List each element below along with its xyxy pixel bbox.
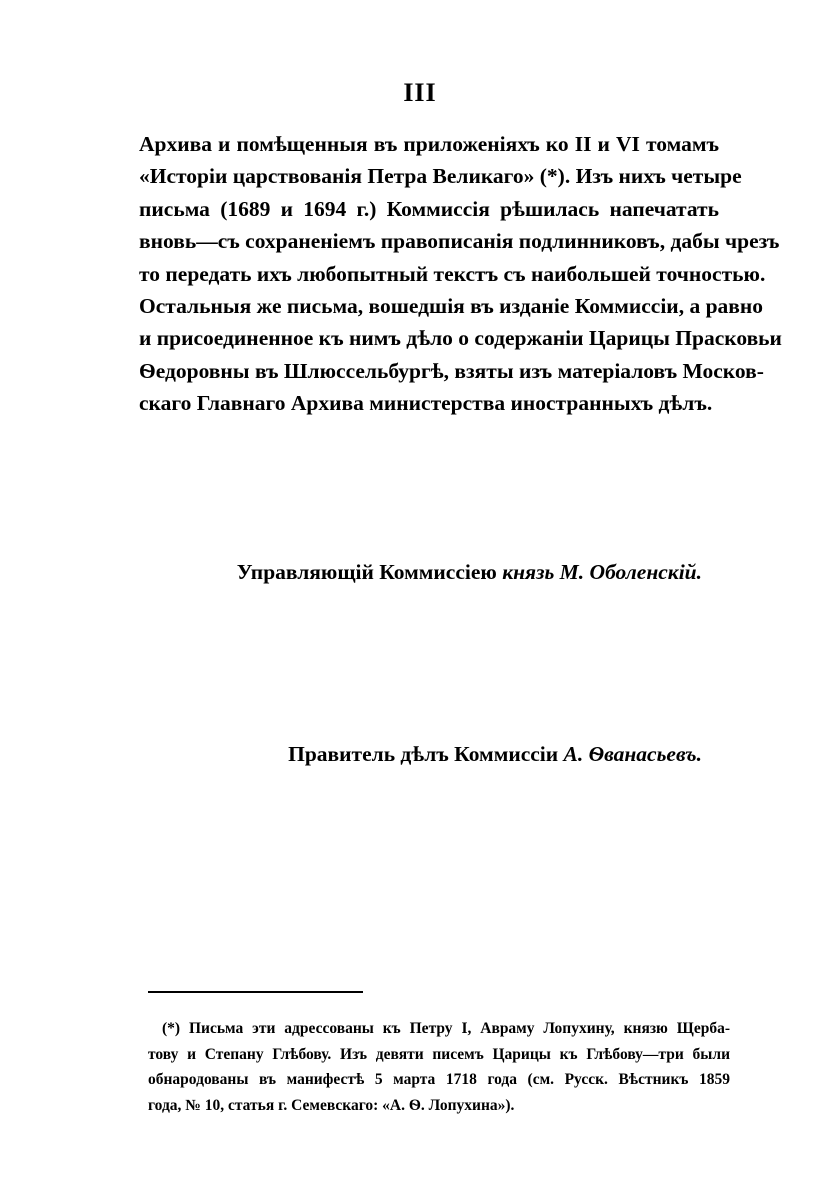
footnote-divider [148, 991, 363, 993]
body-line: вновь—съ сохраненіемъ правописанія подлинниковъ, дабы чрезъ [139, 229, 780, 254]
footnote [148, 1016, 730, 1118]
body-line: письма (1689 и 1694 г.) Коммиссія рѣшилась напечатать [139, 196, 719, 221]
signature-secretary [288, 742, 702, 767]
body-line: Архива и помѣщенныя въ приложеніяхъ ко II и VI томамъ [139, 132, 719, 156]
body-line: Остальныя же письма, вошедшія въ изданіе Коммиссіи, а равно [139, 294, 764, 319]
signature-title: Управляющій Коммиссіею [236, 560, 497, 584]
footnote-line: года, № 10, статья г. Семевскаго: «А. Ѳ. Лопухина»). [148, 1096, 515, 1114]
body-line: «Исторіи царствованія Петра Великаго» (*). Изъ нихъ четыре [139, 164, 742, 189]
footnote-line: обнародованы въ манифестѣ 5 марта 1718 года (см. Русск. Вѣстникъ 1859 [148, 1071, 730, 1088]
body-line: Ѳедоровны въ Шлюссельбургѣ, взяты изъ матеріаловъ Москов- [139, 358, 764, 383]
body-line: скаго Главнаго Архива министерства иностранныхъ дѣлъ. [139, 391, 713, 416]
signature-name: князь М. Оболенскій. [502, 560, 702, 584]
body-line: и присоединенное къ нимъ дѣло о содержаніи Царицы Прасковьи [139, 326, 782, 351]
page-number: III [403, 78, 437, 107]
signature-title: Правитель дѣлъ Коммиссіи [288, 742, 559, 766]
signature-director [237, 560, 702, 585]
signature-name: А. Ѳванасьевъ. [563, 742, 702, 766]
footnote-line: (*) Письма эти адрессованы къ Петру I, Авраму Лопухину, князю Щерба- [162, 1020, 730, 1037]
footnote-line: тову и Степану Глѣбову. Изъ девяти писемъ Царицы къ Глѣбову—три были [148, 1045, 730, 1063]
body-paragraph [139, 128, 782, 420]
body-line: то передать ихъ любопытный текстъ съ наибольшей точностью. [139, 261, 766, 286]
